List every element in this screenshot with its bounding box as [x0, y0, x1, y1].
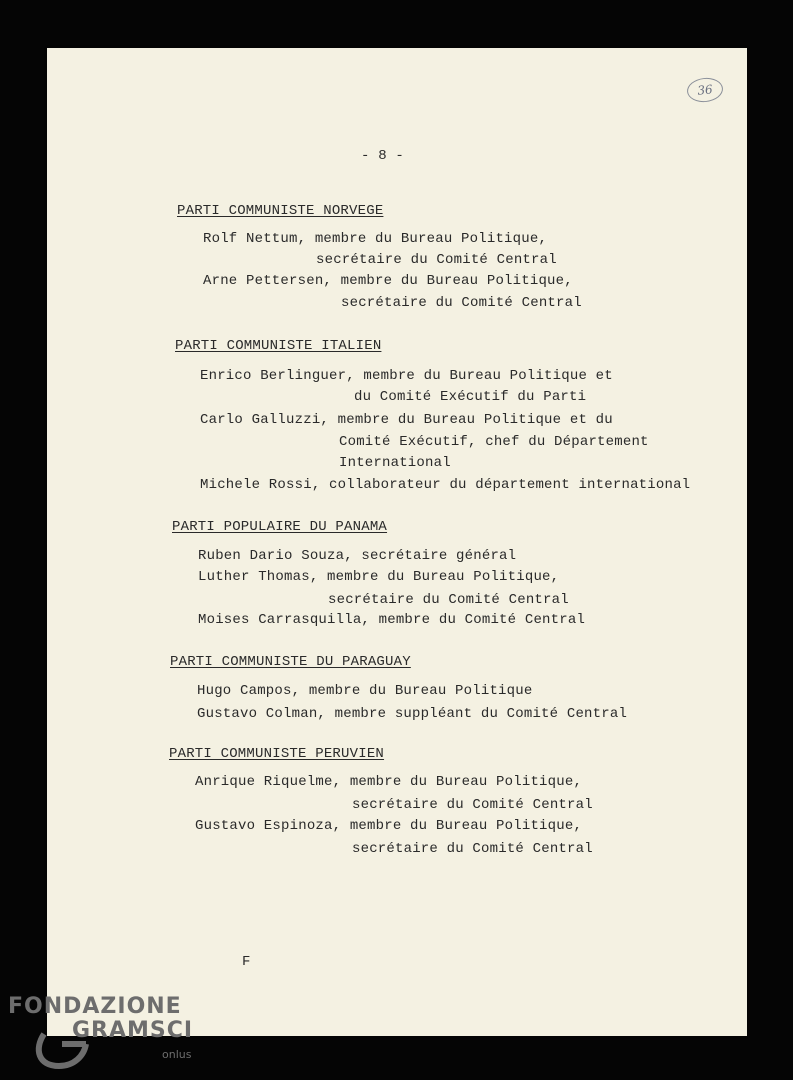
section-line: Luther Thomas, membre du Bureau Politique,	[198, 569, 560, 585]
section-line: secrétaire du Comité Central	[352, 797, 593, 813]
watermark-line2: GRAMSCI	[72, 1018, 194, 1043]
section-line: Moises Carrasquilla, membre du Comité Central	[198, 612, 586, 628]
section-line: secrétaire du Comité Central	[316, 252, 557, 268]
footer-mark: F	[242, 954, 251, 970]
section-line: International	[339, 455, 451, 471]
section-line: secrétaire du Comité Central	[341, 295, 582, 311]
section-line: Michele Rossi, collaborateur du département international	[200, 477, 691, 493]
section-line: Ruben Dario Souza, secrétaire général	[198, 548, 517, 564]
section-line: Rolf Nettum, membre du Bureau Politique,	[203, 231, 548, 247]
section-line: Arne Pettersen, membre du Bureau Politique,	[203, 273, 573, 289]
section-line: secrétaire du Comité Central	[328, 592, 569, 608]
archive-stamp: 36	[686, 76, 724, 104]
section-line: Enrico Berlinguer, membre du Bureau Politique et	[200, 368, 613, 384]
section-line: Carlo Galluzzi, membre du Bureau Politique et du	[200, 412, 613, 428]
section-line: Comité Exécutif, chef du Département	[339, 434, 649, 450]
section-line: Gustavo Espinoza, membre du Bureau Politique,	[195, 818, 583, 834]
section-line: Anrique Riquelme, membre du Bureau Politique,	[195, 774, 583, 790]
watermark-line3: onlus	[162, 1048, 192, 1061]
section-heading-norvege: PARTI COMMUNISTE NORVEGE	[177, 203, 384, 219]
watermark-line1: FONDAZIONE	[8, 994, 182, 1019]
section-line: du Comité Exécutif du Parti	[354, 389, 587, 405]
section-line: Gustavo Colman, membre suppléant du Comité Central	[197, 706, 628, 722]
section-heading-paraguay: PARTI COMMUNISTE DU PARAGUAY	[170, 654, 411, 670]
section-line: secrétaire du Comité Central	[352, 841, 593, 857]
document-page	[47, 48, 747, 1036]
section-heading-panama: PARTI POPULAIRE DU PANAMA	[172, 519, 388, 535]
section-heading-italien: PARTI COMMUNISTE ITALIEN	[175, 338, 382, 354]
page-number: - 8 -	[361, 148, 405, 164]
section-line: Hugo Campos, membre du Bureau Politique	[197, 683, 533, 699]
section-heading-peruvien: PARTI COMMUNISTE PERUVIEN	[169, 746, 385, 762]
